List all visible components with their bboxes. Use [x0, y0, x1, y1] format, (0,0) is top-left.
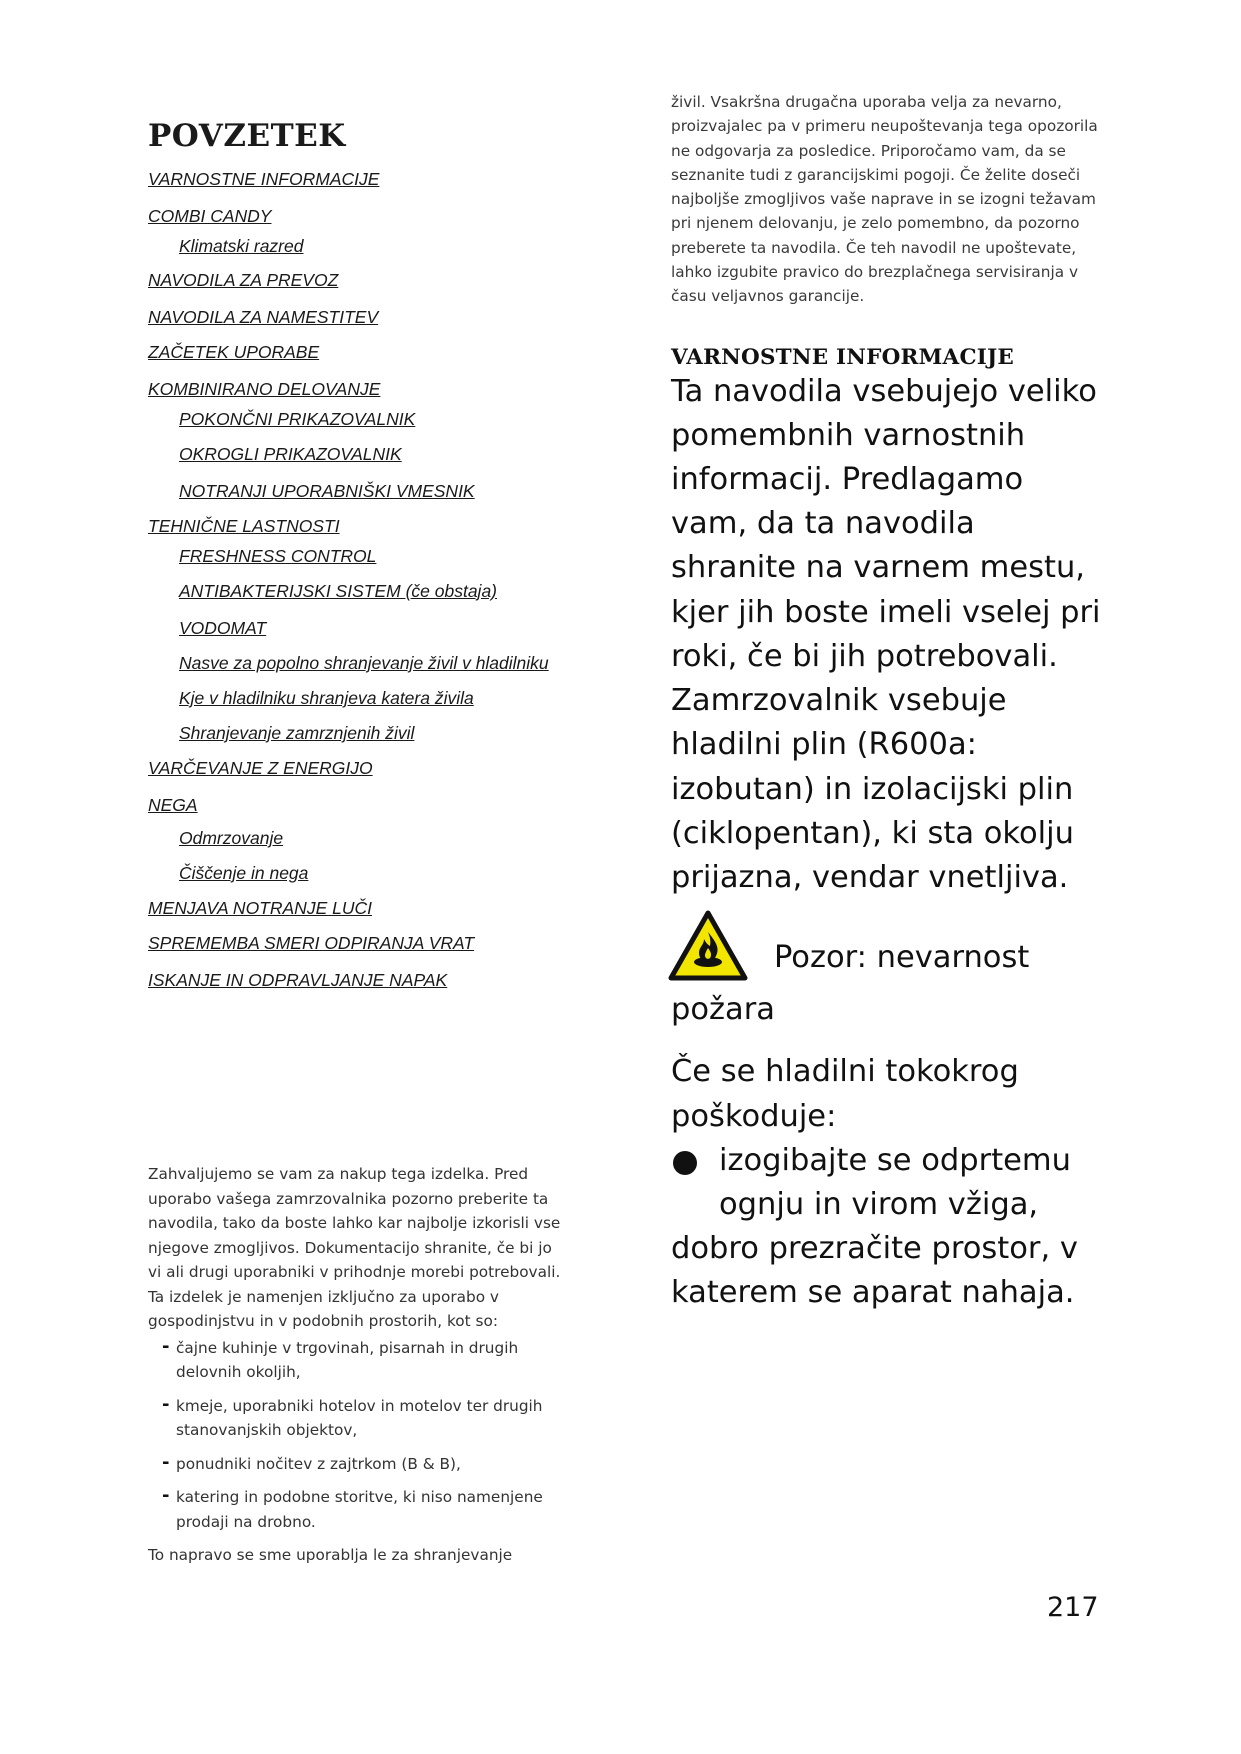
toc-link[interactable]: VODOMAT — [179, 618, 267, 638]
list-item: - kmeje, uporabniki hotelov in motelov ter drugih stanovanjskih objektov, — [148, 1394, 568, 1443]
page-number: 217 — [1047, 1592, 1099, 1623]
toc-link[interactable]: NEGA — [148, 795, 198, 815]
bullet-line — [671, 1139, 1101, 1227]
toc-link[interactable]: NOTRANJI UPORABNIŠKI VMESNIK — [179, 481, 475, 501]
toc-link[interactable]: Čiščenje in nega — [179, 863, 309, 883]
fire-hazard-icon — [668, 910, 748, 982]
toc-link[interactable]: ANTIBAKTERIJSKI SISTEM (če obstaja) — [179, 581, 497, 601]
gas-paragraph: Zamrzovalnik vsebuje hladilni plin (R600a: izobutan) in izolacijski plin (ciklopentan), ki sta okolju prijazna, vendar vnetljiva. — [671, 683, 1074, 895]
toc-link[interactable]: TEHNIČNE LASTNOSTI — [148, 516, 340, 536]
toc-link[interactable]: POKONČNI PRIKAZOVALNIK — [179, 409, 416, 429]
toc-link[interactable]: COMBI CANDY — [148, 206, 272, 226]
toc-link[interactable]: OKROGLI PRIKAZOVALNIK — [179, 444, 402, 464]
toc-link[interactable]: KOMBINIRANO DELOVANJE — [148, 379, 381, 399]
toc-list — [148, 168, 568, 992]
list-item: - čajne kuhinje v trgovinah, pisarnah in drugih delovnih okoljih, — [148, 1336, 568, 1385]
toc-link[interactable]: MENJAVA NOTRANJE LUČI — [148, 898, 372, 918]
toc-title: POVZETEK — [148, 118, 346, 154]
toc-link[interactable]: NAVODILA ZA PREVOZ — [148, 270, 339, 290]
bullet-dot-icon — [673, 1151, 697, 1175]
toc-link[interactable]: ZAČETEK UPORABE — [148, 342, 320, 362]
intro-paragraph: Zahvaljujemo se vam za nakup tega izdelka. Pred uporabo vašega zamrzovalnika pozorno preberite ta navodila, tako da boste lahko kar najbolje izkorisli vse njegove zmogljivos. Dokumentacijo shranite, če bi jo vi ali drugi uporabniki v prihodnje morebi potrebovali. Ta izdelek je namenjen izključno za uporabo v gospodinjstvu in v podobnih prostorih, kot so: — [148, 1165, 561, 1330]
toc-link[interactable]: Odmrzovanje — [179, 828, 284, 848]
toc-link[interactable]: NAVODILA ZA NAMESTITEV — [148, 307, 379, 327]
toc-link[interactable]: SPREMEMBA SMERI ODPIRANJA VRAT — [148, 933, 475, 953]
toc-link[interactable]: ISKANJE IN ODPRAVLJANJE NAPAK — [148, 970, 448, 990]
safety-paragraph: Ta navodila vsebujejo veliko pomembnih varnostnih informacij. Predlagamo vam, da ta navodila shranite na varnem mestu, kjer jih boste imeli vselej pri roki, če bi jih potrebovali. — [671, 373, 1101, 674]
usage-warning-paragraph: živil. Vsakršna drugačna uporaba velja za nevarno, proizvajalec pa v primeru neupoštevanja tega opozorila ne odgovarja za posledice. Priporočamo vam, da se seznanite tudi z garancijskimi pogoji. Če želite doseči najboljše zmogljivos vaše naprave in se izogni težavam pri njenem delovanju, je zelo pomembno, da pozorno preberete ta navodila. Če teh navodil ne upoštevate, lahko izgubite pravico do brezplačnega servisiranja v času veljavnos garancije. — [671, 93, 1098, 306]
table-of-contents — [148, 118, 568, 992]
toc-link[interactable]: VARNOSTNE INFORMACIJE — [148, 169, 380, 189]
intro-section — [148, 1162, 568, 1568]
bullet-text: izogibajte se odprtemu ognju in virom vžiga, — [719, 1142, 1071, 1222]
toc-link[interactable]: VARČEVANJE Z ENERGIJO — [148, 758, 373, 778]
list-item: - katering in podobne storitve, ki niso namenjene prodaji na drobno. — [148, 1485, 568, 1534]
fire-warning — [671, 910, 1101, 988]
toc-link[interactable]: Klimatski razred — [179, 236, 304, 256]
warning-label: Pozor: nevarnost — [774, 940, 1030, 976]
warning-continuation: požara — [671, 992, 775, 1028]
intro-closing: To napravo se sme uporablja le za shranjevanje — [148, 1546, 513, 1564]
toc-link[interactable]: FRESHNESS CONTROL — [179, 546, 377, 566]
section-heading: VARNOSTNE INFORMACIJE — [671, 344, 1014, 370]
usage-list — [148, 1336, 568, 1535]
toc-link[interactable]: Shranjevanje zamrznjenih živil — [179, 723, 415, 743]
right-column — [671, 90, 1101, 1316]
list-item: - ponudniki nočitev z zajtrkom (B & B), — [148, 1452, 568, 1477]
toc-link[interactable]: Nasve za popolno shranjevanje živil v hladilniku — [179, 653, 549, 673]
damage-paragraph: Če se hladilni tokokrog poškoduje: — [671, 1054, 1019, 1134]
ventilate-paragraph: dobro prezračite prostor, v katerem se aparat nahaja. — [671, 1231, 1078, 1311]
toc-link[interactable]: Kje v hladilniku shranjeva katera živila — [179, 688, 474, 708]
